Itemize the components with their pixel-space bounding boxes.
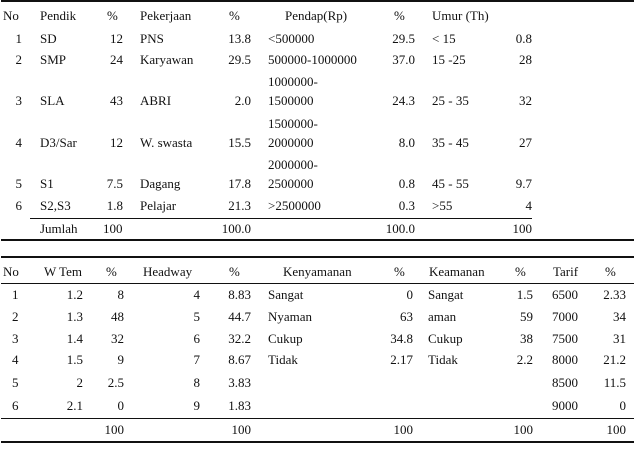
t2-cell-pct-headway: 1.83 [228, 398, 251, 413]
t1-cell-pekerjaan: Dagang [140, 176, 181, 191]
t1-header-pendik: Pendik [40, 8, 77, 23]
t2-cell-pct-kenyamanan: 63 [400, 309, 413, 324]
t2-total-pct-keamanan: 100 [513, 422, 533, 437]
t2-cell-keamanan: aman [428, 309, 457, 324]
t2-cell-pct-keamanan: 2.2 [516, 352, 533, 367]
t1-header-umur: Umur (Th) [432, 8, 489, 23]
t2-cell-pct-kenyamanan: 34.8 [390, 331, 413, 346]
t2-header-wtem: W Tem [44, 264, 82, 279]
t2-header-headway: Headway [143, 264, 193, 279]
t2-cell-keamanan: Cukup [428, 331, 463, 346]
t2-cell-wtem: 1.3 [66, 309, 83, 324]
t2-cell-pct-headway: 32.2 [228, 331, 251, 346]
t1-cell-pct-pendik: 12 [110, 31, 123, 46]
t1-cell-pct-pendik: 43 [110, 93, 123, 108]
t2-cell-pct-wtem: 2.5 [107, 375, 124, 390]
t2-cell-pct-tarif: 11.5 [603, 375, 626, 390]
t2-header-pct-tarif: % [605, 264, 616, 279]
t1-cell-pekerjaan: ABRI [140, 93, 172, 108]
t1-cell-umur: 45 - 55 [432, 176, 469, 191]
t1-header-no: No [3, 8, 19, 23]
t2-cell-headway: 6 [193, 331, 200, 346]
t2-header-kenyamanan: Kenyamanan [283, 264, 352, 279]
t1-cell-pendap: 2000000- [268, 157, 318, 172]
t1-cell-umur-pct: 27 [519, 135, 532, 150]
t1-cell-pendik: SMP [40, 52, 67, 67]
t2-cell-pct-keamanan: 38 [520, 331, 533, 346]
t1-cell-no: 2 [15, 52, 22, 67]
t1-cell-no: 5 [15, 176, 22, 191]
t1-total-pct-pendik: 100 [103, 221, 123, 236]
t2-header-pct-keamanan: % [515, 264, 526, 279]
t2-header-rule [1, 283, 634, 284]
t1-cell-pct-pendap: 24.3 [392, 93, 415, 108]
t2-header-pct-headway: % [229, 264, 240, 279]
t2-total-pct-tarif: 100 [606, 422, 626, 437]
t1-cell-pendik: SLA [40, 93, 65, 108]
t2-cell-pct-wtem: 8 [117, 287, 124, 302]
t1-cell-pendap-cont: 2000000 [268, 135, 314, 150]
t1-cell-pct-pendik: 24 [110, 52, 123, 67]
t2-cell-tarif: 7000 [552, 309, 578, 324]
t2-cell-pct-headway: 44.7 [228, 309, 251, 324]
t1-cell-pct-pekerjaan: 21.3 [228, 198, 251, 213]
t1-cell-umur: 25 - 35 [432, 93, 469, 108]
t2-cell-wtem: 1.4 [66, 331, 83, 346]
t2-cell-no: 1 [12, 287, 19, 302]
t2-cell-kenyamanan: Tidak [268, 352, 298, 367]
t1-cell-pct-pendap: 37.0 [392, 52, 415, 67]
t2-cell-no: 5 [12, 375, 19, 390]
t1-header-pct-pekerjaan: % [229, 8, 240, 23]
t2-cell-pct-tarif: 0 [619, 398, 626, 413]
t2-cell-pct-tarif: 2.33 [603, 287, 626, 302]
t2-cell-tarif: 8500 [552, 375, 578, 390]
t1-cell-pct-pekerjaan: 17.8 [228, 176, 251, 191]
t2-header-tarif: Tarif [553, 264, 579, 279]
t2-cell-wtem: 2 [76, 375, 83, 390]
t1-cell-no: 3 [15, 93, 22, 108]
t1-total-rule [30, 218, 532, 219]
t2-cell-pct-wtem: 9 [117, 352, 124, 367]
t2-cell-pct-tarif: 21.2 [603, 352, 626, 367]
t2-cell-wtem: 1.5 [66, 352, 83, 367]
t2-cell-headway: 4 [193, 287, 200, 302]
t2-cell-pct-headway: 3.83 [228, 375, 251, 390]
t1-cell-umur-pct: 9.7 [515, 176, 532, 191]
t1-cell-pendap-cont: 1500000 [268, 93, 314, 108]
t2-cell-kenyamanan: Cukup [268, 331, 303, 346]
t1-cell-umur-pct: 0.8 [515, 31, 532, 46]
t2-cell-kenyamanan: Sangat [268, 287, 304, 302]
table-1-bottom-rule [1, 239, 634, 241]
t1-total-umur-pct: 100 [512, 221, 532, 236]
t1-cell-pct-pendap: 8.0 [398, 135, 415, 150]
t1-cell-pct-pendik: 7.5 [106, 176, 123, 191]
t2-cell-pct-tarif: 34 [613, 309, 626, 324]
t1-cell-umur: >55 [432, 198, 453, 213]
t2-cell-headway: 7 [193, 352, 200, 367]
t2-cell-no: 2 [12, 309, 19, 324]
t2-total-pct-headway: 100 [231, 422, 251, 437]
t2-cell-pct-headway: 8.83 [228, 287, 251, 302]
t1-cell-pendap: 500000-1000000 [268, 52, 357, 67]
t1-cell-pct-pendap: 0.8 [398, 176, 415, 191]
t2-header-keamanan: Keamanan [429, 264, 485, 279]
t2-cell-keamanan: Tidak [428, 352, 458, 367]
t2-cell-pct-keamanan: 1.5 [516, 287, 533, 302]
t1-header-pct-pendap: % [394, 8, 405, 23]
t2-cell-pct-kenyamanan: 2.17 [390, 352, 413, 367]
t1-cell-pendik: SD [40, 31, 57, 46]
t1-cell-pekerjaan: Pelajar [140, 198, 177, 213]
t2-cell-no: 3 [12, 331, 19, 346]
t2-cell-pct-wtem: 32 [111, 331, 124, 346]
t2-cell-wtem: 2.1 [66, 398, 83, 413]
t2-total-pct-wtem: 100 [104, 422, 124, 437]
t1-cell-pendap: 1500000- [268, 116, 318, 131]
t1-cell-umur: 35 - 45 [432, 135, 469, 150]
t1-cell-pendik: S1 [40, 176, 54, 191]
t2-cell-no: 6 [12, 398, 19, 413]
t1-cell-umur-pct: 4 [525, 198, 532, 213]
t1-cell-pekerjaan: Karyawan [140, 52, 194, 67]
t2-cell-pct-kenyamanan: 0 [406, 287, 413, 302]
t1-cell-pendap: 1000000- [268, 74, 318, 89]
t2-cell-keamanan: Sangat [428, 287, 464, 302]
t2-header-pct-wtem: % [106, 264, 117, 279]
t1-cell-no: 1 [15, 31, 22, 46]
t1-cell-pekerjaan: PNS [140, 31, 164, 46]
t1-cell-pendik: S2,S3 [40, 198, 71, 213]
t2-cell-no: 4 [12, 352, 19, 367]
table-2-bottom-rule [1, 441, 634, 443]
t1-cell-pct-pekerjaan: 29.5 [228, 52, 251, 67]
t2-total-pct-kenyamanan: 100 [393, 422, 413, 437]
t2-cell-tarif: 6500 [552, 287, 578, 302]
t2-cell-headway: 8 [193, 375, 200, 390]
t2-cell-tarif: 8000 [552, 352, 578, 367]
t1-cell-umur-pct: 28 [519, 52, 532, 67]
t1-cell-pct-pendik: 12 [110, 135, 123, 150]
t1-cell-pct-pendap: 29.5 [392, 31, 415, 46]
t1-cell-umur: < 15 [432, 31, 456, 46]
t2-total-rule [1, 418, 634, 419]
t1-header-pekerjaan: Pekerjaan [140, 8, 192, 23]
t2-header-pct-kenyamanan: % [394, 264, 405, 279]
t1-cell-umur-pct: 32 [519, 93, 532, 108]
t2-cell-pct-wtem: 48 [111, 309, 124, 324]
table-2-top-rule [1, 256, 634, 258]
t2-cell-wtem: 1.2 [66, 287, 83, 302]
t1-cell-pct-pendap: 0.3 [398, 198, 415, 213]
t2-cell-headway: 9 [193, 398, 200, 413]
t1-cell-pct-pekerjaan: 13.8 [228, 31, 251, 46]
t1-total-label: Jumlah [40, 221, 78, 236]
t1-cell-pendap: <500000 [268, 31, 315, 46]
t2-cell-kenyamanan: Nyaman [268, 309, 313, 324]
t1-header-pct-pendik: % [107, 8, 118, 23]
t2-cell-pct-wtem: 0 [117, 398, 124, 413]
t1-cell-pct-pekerjaan: 15.5 [228, 135, 251, 150]
table-1-top-rule [1, 0, 634, 2]
t1-cell-no: 6 [15, 198, 22, 213]
t1-cell-pendik: D3/Sar [40, 135, 77, 150]
t1-cell-umur: 15 -25 [432, 52, 466, 67]
t2-cell-tarif: 7500 [552, 331, 578, 346]
t1-cell-pct-pekerjaan: 2.0 [234, 93, 251, 108]
t1-total-pct-pekerjaan: 100.0 [221, 221, 251, 236]
t2-cell-pct-keamanan: 59 [520, 309, 533, 324]
t2-cell-tarif: 9000 [552, 398, 578, 413]
t2-cell-headway: 5 [193, 309, 200, 324]
t1-cell-pendap-cont: 2500000 [268, 176, 314, 191]
t1-total-pct-pendap: 100.0 [385, 221, 415, 236]
t2-cell-pct-headway: 8.67 [228, 352, 251, 367]
t1-header-pendap: Pendap(Rp) [285, 8, 348, 23]
t1-cell-pct-pendik: 1.8 [106, 198, 123, 213]
t1-cell-no: 4 [15, 135, 22, 150]
t2-cell-pct-tarif: 31 [613, 331, 626, 346]
t1-cell-pendap: >2500000 [268, 198, 321, 213]
t2-header-no: No [3, 264, 19, 279]
t1-cell-pekerjaan: W. swasta [140, 135, 193, 150]
